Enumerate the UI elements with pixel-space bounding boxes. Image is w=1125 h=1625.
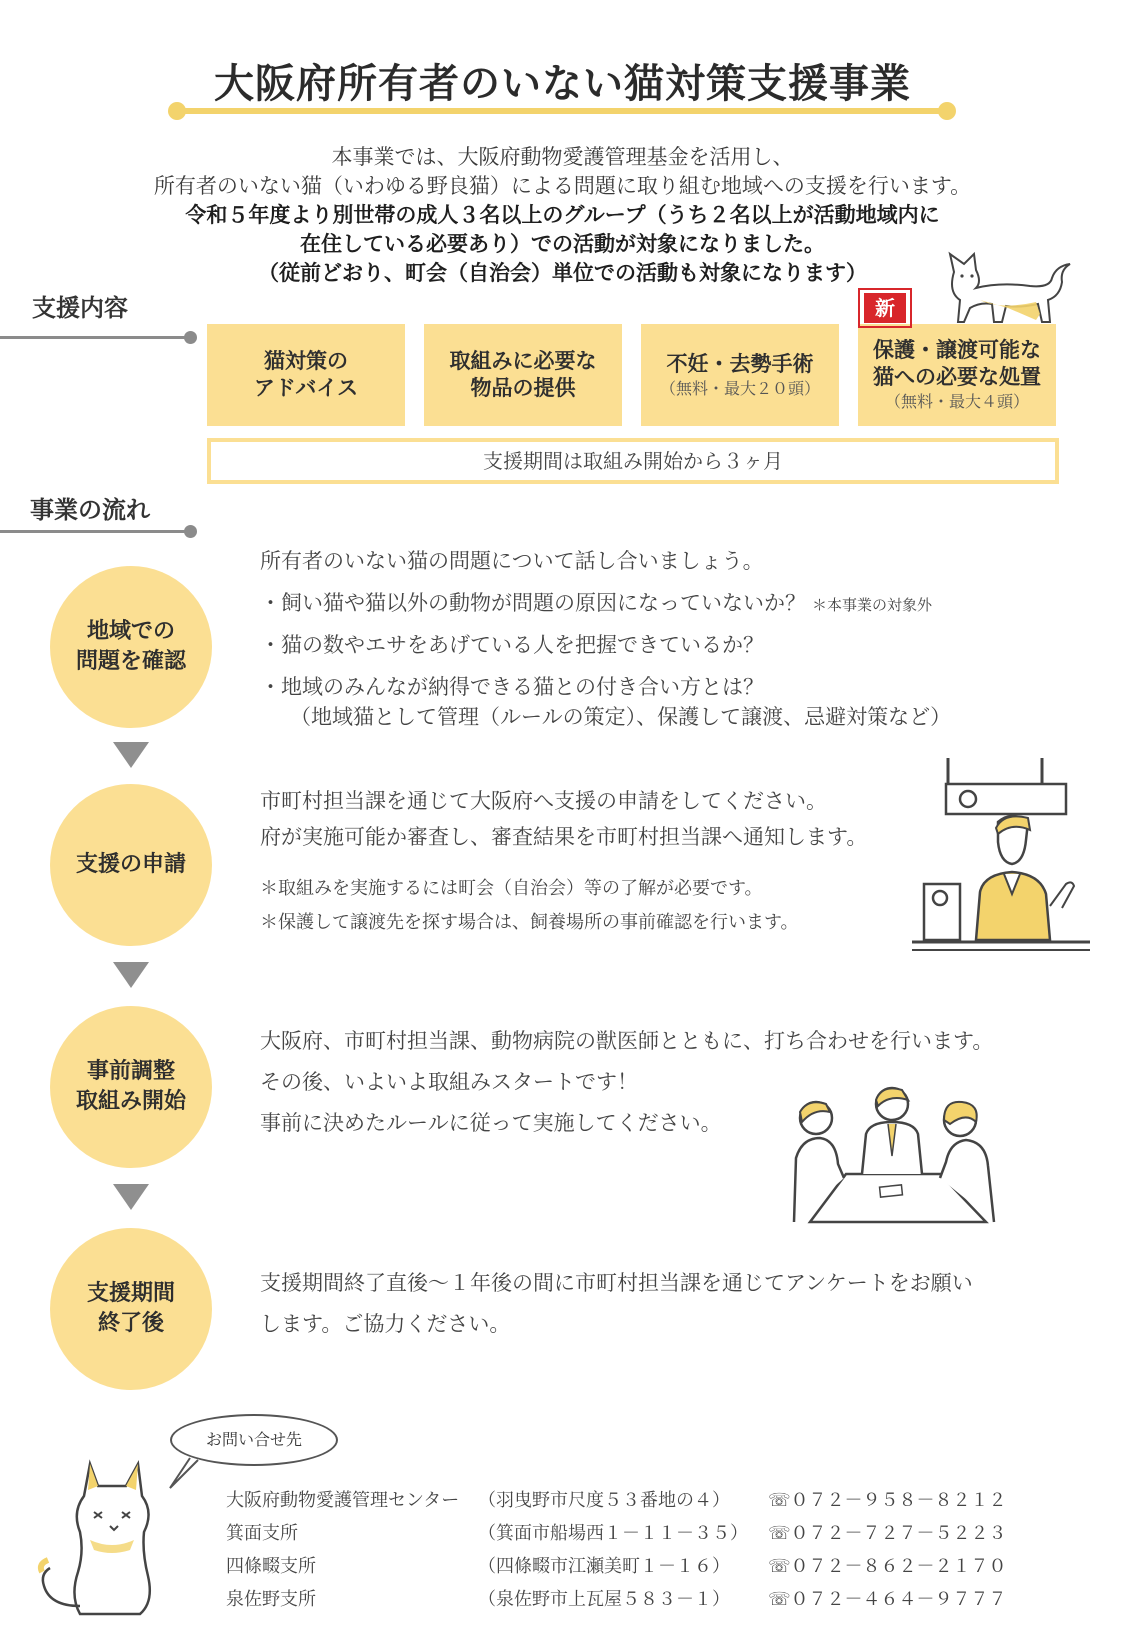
step-2-text: 市町村担当課を通じて大阪府へ支援の申請をしてください。 xyxy=(260,789,827,813)
support-heading-dot xyxy=(184,331,197,344)
intro-bold-3: （従前どおり、町会（自治会）単位での活動も対象になります） xyxy=(258,261,867,285)
step-4-circle xyxy=(50,1228,212,1390)
step-1-text xyxy=(260,588,932,620)
step-2-note: ＊保護して譲渡先を探す場合は、飼養場所の事前確認を行います。 xyxy=(260,912,799,933)
intro-bold-1: 令和５年度より別世帯の成人３名以上のグループ（うち２名以上が活動地域内に xyxy=(185,203,940,227)
support-card-surgery xyxy=(641,324,839,426)
support-card-treatment xyxy=(858,324,1056,426)
card-title: アドバイス xyxy=(253,376,359,400)
step-label: 取組み開始 xyxy=(75,1089,186,1114)
contact-name: 四條畷支所 xyxy=(226,1556,316,1577)
flow-heading: 事業の流れ xyxy=(30,496,150,524)
contact-address: （箕面市船場西１－１１－３５） xyxy=(478,1523,748,1544)
contact-name: 泉佐野支所 xyxy=(226,1589,316,1610)
card-title: 取組みに必要な xyxy=(449,349,597,373)
cat-walking-illustration xyxy=(940,248,1080,326)
card-subtitle: （無料・最大２０頭） xyxy=(659,378,820,398)
support-card-supplies xyxy=(424,324,622,426)
contact-phone[interactable]: ☏０７２－９５８－８２１２ xyxy=(768,1490,1007,1511)
step-3-text: その後、いよいよ取組みスタートです！ xyxy=(260,1070,638,1094)
step-label: 地域での xyxy=(86,619,175,644)
sitting-cat-illustration xyxy=(30,1456,180,1618)
step-4-text: 支援期間終了直後～１年後の間に市町村担当課を通じてアンケートをお願い xyxy=(260,1271,973,1295)
contact-address: （羽曳野市尺度５３番地の４） xyxy=(478,1490,730,1511)
flow-heading-line xyxy=(0,530,190,533)
support-heading-line xyxy=(0,336,190,339)
contact-address: （泉佐野市上瓦屋５８３－１） xyxy=(478,1589,730,1610)
contact-name: 大阪府動物愛護管理センター xyxy=(226,1490,460,1511)
reception-staff-illustration xyxy=(912,756,1090,952)
step-label: 終了後 xyxy=(97,1311,164,1336)
step-label: 支援の申請 xyxy=(75,852,186,877)
step-1-text: （地域猫として管理（ルールの策定）、保護して譲渡、忌避対策など） xyxy=(290,705,952,729)
title-underline xyxy=(178,108,950,114)
intro-line-1: 本事業では、大阪府動物愛護管理基金を活用し、 xyxy=(331,145,794,169)
card-title: 保護・譲渡可能な xyxy=(873,338,1041,362)
card-title: 猫対策の xyxy=(264,349,348,373)
intro-bold-2: 在住している必要あり）での活動が対象になりました。 xyxy=(300,232,825,256)
step-2-note: ＊取組みを実施するには町会（自治会）等の了解が必要です。 xyxy=(260,878,763,899)
step-label: 事前調整 xyxy=(86,1059,175,1084)
page-title: 大阪府所有者のいない猫対策支援事業 xyxy=(214,61,911,107)
step-1-text: 所有者のいない猫の問題について話し合いましょう。 xyxy=(260,549,764,573)
contact-bubble: お問い合せ先 xyxy=(170,1414,338,1466)
contact-phone[interactable]: ☏０７２－８６２－２１７０ xyxy=(768,1556,1007,1577)
contact-address: （四條畷市江瀬美町１－１６） xyxy=(478,1556,730,1577)
step-3-text: 事前に決めたルールに従って実施してください。 xyxy=(260,1111,722,1135)
card-title: 物品の提供 xyxy=(470,376,576,400)
support-heading: 支援内容 xyxy=(32,294,128,322)
step-3-circle xyxy=(50,1006,212,1168)
contact-phone[interactable]: ☏０７２－７２７－５２２３ xyxy=(768,1523,1007,1544)
step-1-bullet: ・飼い猫や猫以外の動物が問題の原因になっていないか？ xyxy=(260,591,806,615)
support-period: 支援期間は取組み開始から３ヶ月 xyxy=(207,438,1059,484)
flow-arrow-1 xyxy=(113,742,149,768)
new-badge-label: 新 xyxy=(864,293,906,323)
step-1-text: ・地域のみんなが納得できる猫との付き合い方とは？ xyxy=(260,675,764,699)
new-badge xyxy=(858,288,912,328)
flow-heading-dot xyxy=(184,525,197,538)
intro-line-2: 所有者のいない猫（いわゆる野良猫）による問題に取り組む地域への支援を行います。 xyxy=(153,174,972,198)
support-card-advice xyxy=(207,324,405,426)
title-underline-dot-right xyxy=(938,102,956,120)
step-2-text: 府が実施可能か審査し、審査結果を市町村担当課へ通知します。 xyxy=(260,825,868,849)
flow-arrow-2 xyxy=(113,962,149,988)
contact-phone[interactable]: ☏０７２－４６４－９７７７ xyxy=(768,1589,1007,1610)
card-subtitle: （無料・最大４頭） xyxy=(884,392,1029,411)
contact-name: 箕面支所 xyxy=(226,1523,298,1544)
step-2-circle xyxy=(50,784,212,946)
step-1-note: ＊本事業の対象外 xyxy=(812,596,933,614)
title-underline-dot-left xyxy=(168,102,186,120)
card-title: 猫への必要な処置 xyxy=(873,365,1041,389)
step-3-text: 大阪府、市町村担当課、動物病院の獣医師とともに、打ち合わせを行います。 xyxy=(260,1029,994,1053)
step-1-text: ・猫の数やエサをあげている人を把握できているか？ xyxy=(260,633,764,657)
meeting-illustration xyxy=(790,1082,1000,1224)
step-label: 問題を確認 xyxy=(75,649,186,674)
card-title: 不妊・去勢手術 xyxy=(666,351,814,376)
step-4-text: します。ご協力ください。 xyxy=(260,1312,511,1336)
flow-arrow-3 xyxy=(113,1184,149,1210)
step-1-circle xyxy=(50,566,212,728)
step-label: 支援期間 xyxy=(86,1281,175,1306)
